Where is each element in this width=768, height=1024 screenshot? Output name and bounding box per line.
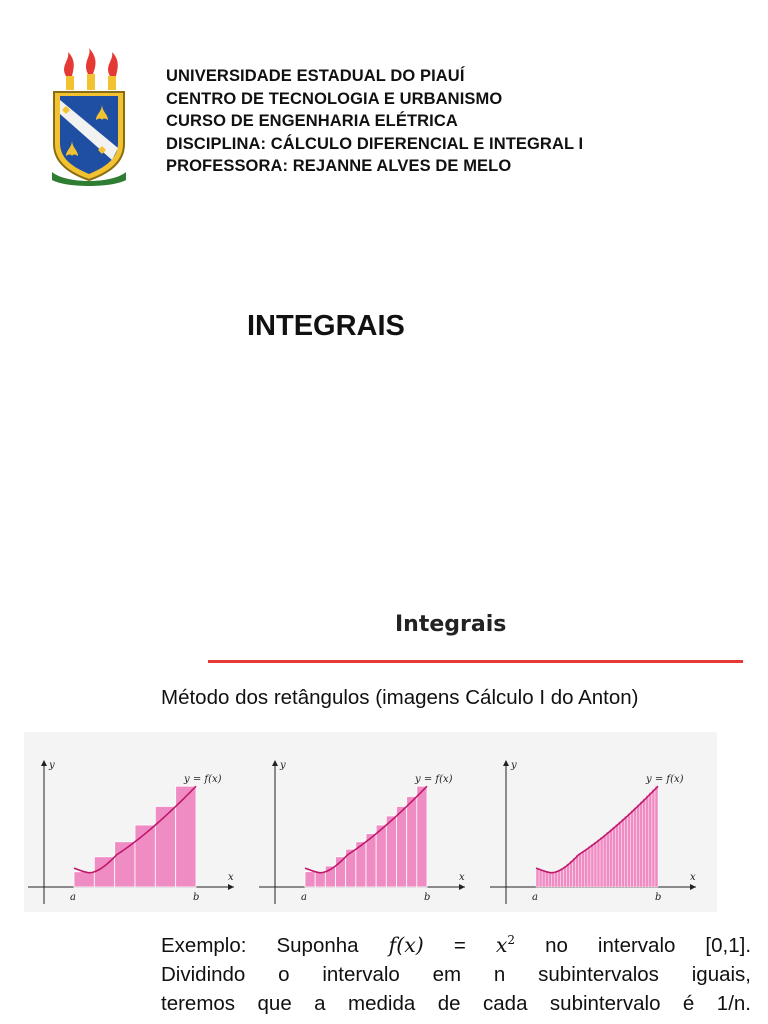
university-crest-icon [46, 48, 132, 188]
curve-label: y = f(x) [184, 774, 222, 785]
rectangle-bar [594, 842, 597, 887]
y-axis-arrow [41, 760, 47, 766]
rectangle-bar [573, 858, 576, 887]
rectangle-bar [557, 870, 560, 887]
rectangle-bar [576, 855, 579, 887]
rectangle-bar [631, 810, 634, 887]
b-label: b [655, 892, 662, 903]
rectangle-bar [176, 786, 196, 887]
rectangle-bar [567, 864, 570, 887]
example-intro: Exemplo: Suponha [161, 933, 359, 957]
x-axis-arrow [690, 884, 696, 890]
rectangle-bar [376, 825, 386, 887]
b-label: b [424, 892, 431, 903]
page-title: INTEGRAIS [247, 310, 405, 342]
rectangle-bar [585, 849, 588, 887]
rectangle-bar [649, 792, 652, 887]
institution-header [166, 65, 583, 178]
rectangle-method-figures [24, 732, 717, 912]
example-line-3: teremos que a medida de cada subintervalo é 1/n. [161, 991, 751, 1015]
rectangle-bar [603, 834, 606, 887]
function-equals: = [423, 933, 496, 957]
rectangle-bar [606, 832, 609, 887]
example-interval: no intervalo [0,1]. [545, 933, 752, 957]
y-axis-label: y [49, 760, 55, 771]
x-axis-arrow [228, 884, 234, 890]
rectangle-bar [646, 795, 649, 887]
rectangle-bar [536, 869, 539, 887]
rectangle-bar [74, 872, 94, 887]
y-axis-label: y [280, 760, 286, 771]
rectangle-bar [637, 804, 640, 887]
example-line-1 [161, 926, 751, 960]
x-axis-label: x [690, 872, 696, 883]
rectangle-bar [397, 806, 407, 887]
rectangle-bar [640, 802, 643, 887]
rectangle-bar [366, 834, 376, 887]
header-university: UNIVERSIDADE ESTADUAL DO PIAUÍ [166, 67, 465, 85]
y-axis-label: y [511, 760, 517, 771]
rectangle-bar [407, 796, 417, 887]
curve-label: y = f(x) [415, 774, 453, 785]
rectangle-bar [554, 871, 557, 887]
rectangle-bar [539, 870, 542, 887]
rectangle-bar [155, 806, 175, 887]
y-axis-arrow [503, 760, 509, 766]
rectangle-bar [417, 786, 427, 887]
header-professor: PROFESSORA: REJANNE ALVES DE MELO [166, 157, 512, 175]
rectangle-bar [609, 829, 612, 887]
rectangle-bar [618, 821, 621, 887]
x-axis-label: x [228, 872, 234, 883]
rectangle-bar [588, 846, 591, 887]
y-axis-arrow [272, 760, 278, 766]
rectangle-bar [582, 851, 585, 887]
b-label: b [193, 892, 200, 903]
rectangle-bar [548, 873, 551, 887]
rectangle-bar [551, 872, 554, 887]
header-center: CENTRO DE TECNOLOGIA E URBANISMO [166, 89, 503, 108]
rectangle-bar [542, 871, 545, 887]
a-label: a [70, 892, 76, 903]
rectangle-bar [305, 872, 315, 887]
rectangle-bar [386, 816, 396, 887]
rectangle-bar [655, 786, 658, 887]
slide-title: Integrais [395, 612, 507, 637]
rectangle-bar [563, 866, 566, 887]
x-axis-arrow [459, 884, 465, 890]
rectangle-bar [628, 813, 631, 887]
curve-label: y = f(x) [646, 774, 684, 785]
slide-subtitle: Método dos retângulos (imagens Cálculo I do Anton) [161, 686, 639, 709]
rectangle-bar [615, 824, 618, 887]
title-divider [208, 660, 743, 663]
header-discipline: DISCIPLINA: CÁLCULO DIFERENCIAL E INTEGRAL I [166, 134, 584, 153]
x-axis-label: x [459, 872, 465, 883]
rectangle-bar [560, 868, 563, 887]
example-paragraph [161, 926, 751, 1018]
rectangle-bar [545, 872, 548, 887]
header-course: CURSO DE ENGENHARIA ELÉTRICA [166, 112, 458, 130]
rectangle-bar [315, 872, 325, 887]
rectangle-bar [570, 861, 573, 887]
rectangle-bar [634, 807, 637, 887]
rectangle-bar [579, 853, 582, 887]
rectangle-bar [624, 816, 627, 887]
example-line-2: Dividindo o intervalo em n subintervalos iguais, [161, 962, 751, 986]
function-lhs: f(x) [388, 932, 424, 957]
function-expression [389, 933, 515, 957]
a-label: a [532, 892, 538, 903]
a-label: a [301, 892, 307, 903]
rectangle-bar [597, 839, 600, 887]
function-exponent: 2 [507, 933, 516, 947]
rectangle-bar [643, 799, 646, 887]
function-base: x [495, 932, 508, 957]
rectangle-bar [621, 819, 624, 887]
rectangle-bar [652, 789, 655, 887]
rectangle-bar [591, 844, 594, 887]
torch-icon [64, 48, 118, 90]
rectangle-bar [600, 837, 603, 887]
rectangle-bar [94, 857, 114, 887]
rectangle-bar [612, 827, 615, 887]
